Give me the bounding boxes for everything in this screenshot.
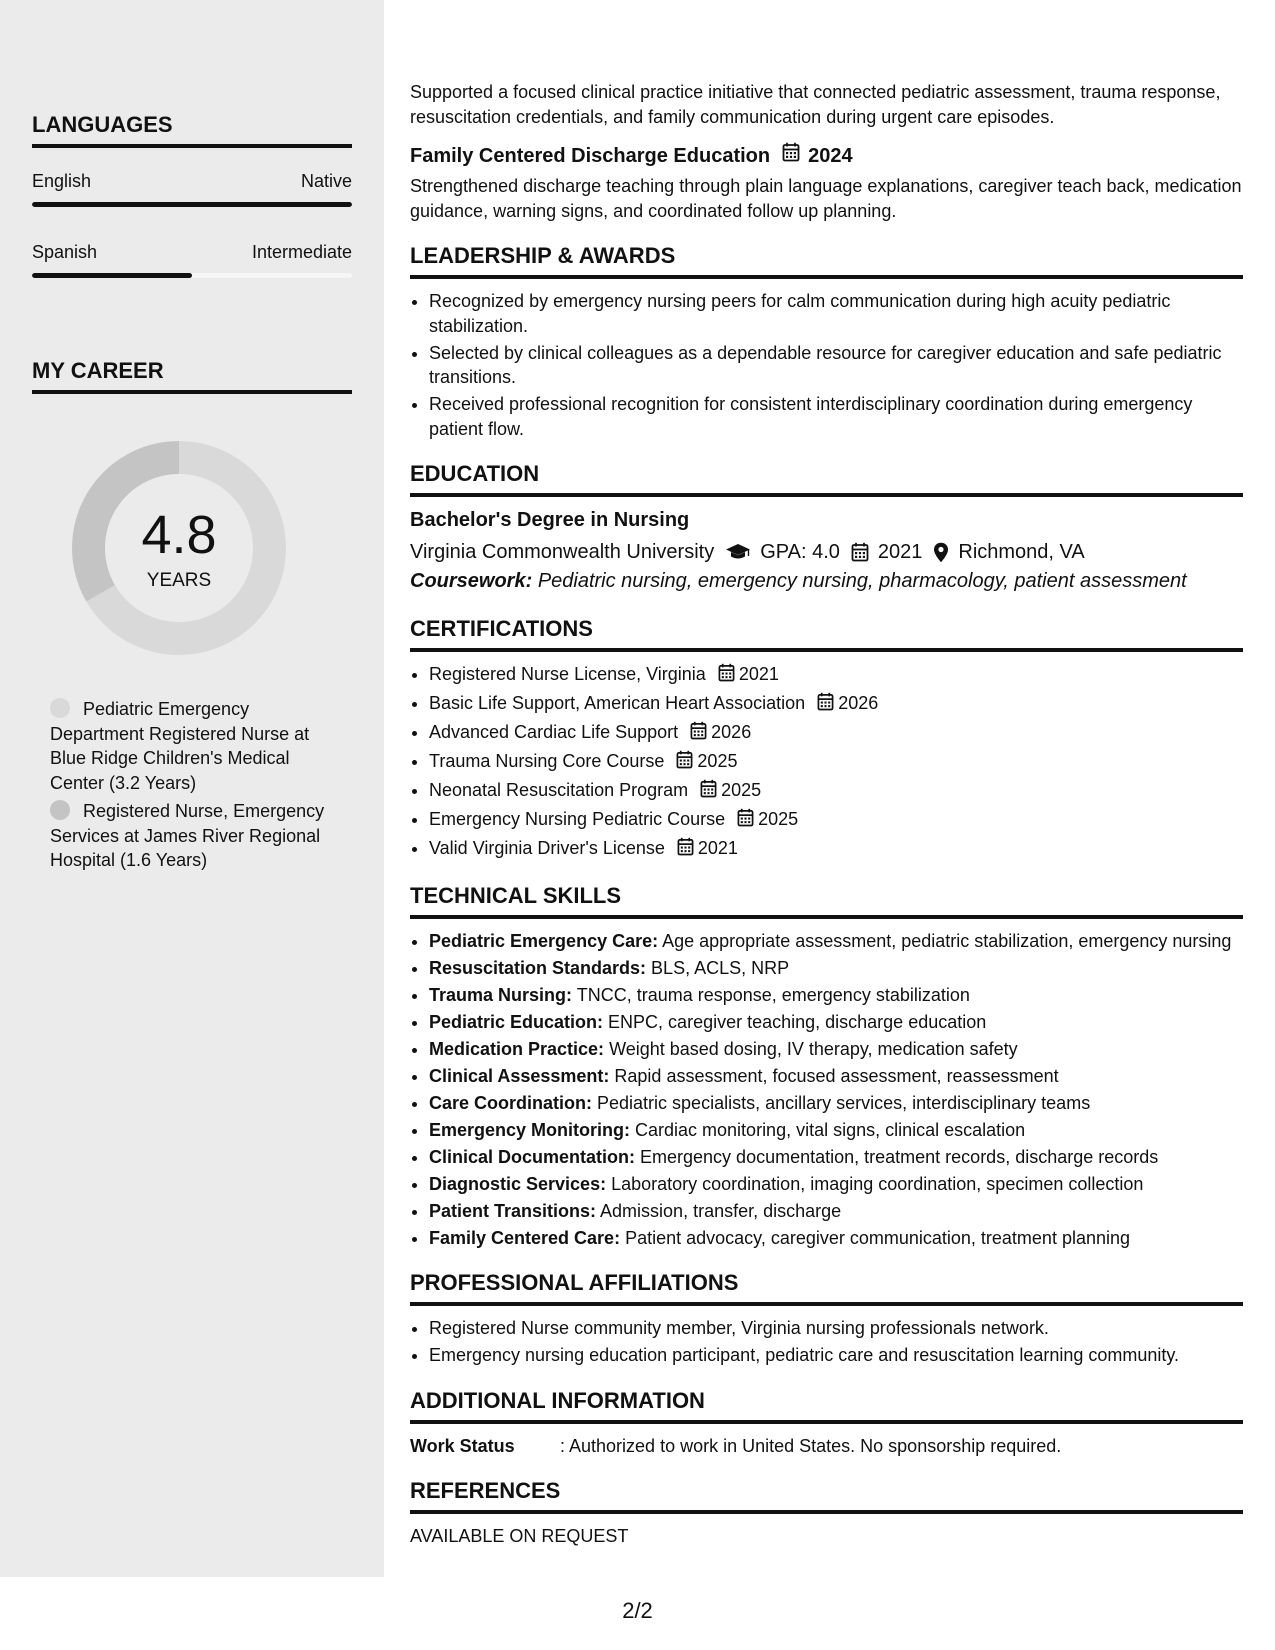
certification-name: Trauma Nursing Core Course [429, 751, 665, 771]
skill-item [429, 1091, 1243, 1116]
skill-label: Medication Practice: [429, 1038, 605, 1059]
main-content [410, 80, 1243, 1549]
skill-text: BLS, ACLS, NRP [646, 957, 790, 978]
certification-name: Advanced Cardiac Life Support [429, 722, 679, 742]
calendar-icon [677, 837, 694, 863]
education-heading: EDUCATION [410, 461, 1243, 497]
additional-info-heading: ADDITIONAL INFORMATION [410, 1388, 1243, 1424]
career-legend-label: Registered Nurse, Emergency Services at James River Regional Hospital (1.6 Years) [50, 801, 325, 870]
leadership-list [410, 289, 1243, 441]
education-details [410, 538, 1243, 566]
affiliations-list [410, 1316, 1243, 1368]
sidebar [0, 0, 384, 1577]
education-school: Virginia Commonwealth University [410, 541, 715, 563]
skills-heading: TECHNICAL SKILLS [410, 883, 1243, 919]
skill-item [429, 1010, 1243, 1035]
certification-item [429, 662, 1243, 689]
career-heading: MY CAREER [32, 358, 352, 394]
certification-name: Neonatal Resuscitation Program [429, 780, 689, 800]
languages-section [32, 112, 352, 278]
education-year: 2021 [877, 541, 923, 563]
skills-list [410, 929, 1243, 1251]
calendar-icon [737, 808, 754, 834]
page-number: 2/2 [622, 1598, 653, 1623]
skill-label: Patient Transitions: [429, 1200, 597, 1221]
education-location: Richmond, VA [958, 541, 1085, 563]
certification-year: 2025 [697, 751, 738, 771]
calendar-icon [851, 542, 869, 562]
list-item: • Selected by clinical colleagues as a dependable resource for caregiver education and safe pediatric transitions. [429, 341, 1243, 390]
location-pin-icon [933, 542, 949, 563]
career-total-unit: YEARS [146, 570, 212, 591]
graduation-cap-icon [725, 543, 751, 561]
skill-label: Clinical Assessment: [429, 1065, 610, 1086]
certification-name: Valid Virginia Driver's License [429, 838, 665, 858]
education-degree: Bachelor's Degree in Nursing [410, 509, 690, 531]
skill-text: ENPC, caregiver teaching, discharge education [603, 1011, 987, 1032]
skill-label: Clinical Documentation: [429, 1146, 636, 1167]
skill-text: Emergency documentation, treatment records, discharge records [635, 1146, 1159, 1167]
skill-item [429, 1199, 1243, 1224]
project-description: Strengthened discharge teaching through plain language explanations, caregiver teach back, medication guidance, warning signs, and coordinated follow up planning. [410, 176, 1242, 221]
calendar-icon [817, 692, 834, 718]
list-item: • Emergency nursing education participant, pediatric care and resuscitation learning community. [429, 1343, 1243, 1368]
certifications-list [410, 662, 1243, 863]
certification-name: Emergency Nursing Pediatric Course [429, 809, 726, 829]
calendar-icon [782, 142, 800, 169]
skill-text: Pediatric specialists, ancillary services, interdisciplinary teams [592, 1092, 1091, 1113]
skill-text: Age appropriate assessment, pediatric stabilization, emergency nursing [658, 930, 1232, 951]
certification-item [429, 691, 1243, 718]
skill-item [429, 956, 1243, 981]
skill-label: Pediatric Education: [429, 1011, 604, 1032]
skill-label: Diagnostic Services: [429, 1173, 607, 1194]
certification-item [429, 778, 1243, 805]
languages-heading: LANGUAGES [32, 112, 352, 148]
career-legend-item [50, 799, 330, 873]
language-item [32, 241, 352, 278]
certification-year: 2026 [711, 722, 752, 742]
career-total-value: 4.8 [141, 505, 217, 565]
list-item: • Registered Nurse community member, Virginia nursing professionals network. [429, 1316, 1243, 1341]
skill-text: Laboratory coordination, imaging coordination, specimen collection [606, 1173, 1144, 1194]
certification-item [429, 807, 1243, 834]
project-title: Family Centered Discharge Education [410, 144, 771, 167]
skill-item [429, 1172, 1243, 1197]
skill-item [429, 1226, 1243, 1251]
certification-name: Registered Nurse License, Virginia [429, 664, 706, 684]
language-name: English [32, 171, 92, 191]
work-status-row [410, 1434, 1243, 1459]
skill-label: Emergency Monitoring: [429, 1119, 631, 1140]
certification-name: Basic Life Support, American Heart Association [429, 693, 806, 713]
certification-year-group [690, 722, 751, 742]
project-year: 2024 [808, 144, 853, 167]
certification-year-group [700, 780, 761, 800]
skill-label: Pediatric Emergency Care: [429, 930, 659, 951]
skill-label: Trauma Nursing: [429, 984, 573, 1005]
language-level: Native [300, 171, 352, 191]
skill-text: Patient advocacy, caregiver communication, treatment planning [620, 1227, 1131, 1248]
skill-text: Admission, transfer, discharge [596, 1200, 842, 1221]
affiliations-heading: PROFESSIONAL AFFILIATIONS [410, 1270, 1243, 1306]
coursework-label: Coursework: [410, 570, 533, 592]
skill-text: Rapid assessment, focused assessment, reassessment [609, 1065, 1059, 1086]
work-status-label: Work Status [410, 1435, 515, 1456]
certification-year-group [677, 838, 738, 858]
coursework-text: Pediatric nursing, emergency nursing, pharmacology, patient assessment [537, 570, 1187, 592]
list-item: • Recognized by emergency nursing peers for calm communication during high acuity pediatric stabilization. [429, 289, 1243, 338]
skill-item [429, 983, 1243, 1008]
skill-text: Cardiac monitoring, vital signs, clinical escalation [630, 1119, 1026, 1140]
certification-year-group [676, 751, 737, 771]
language-level: Intermediate [251, 242, 352, 262]
certification-year: 2021 [738, 664, 779, 684]
language-proficiency-fill [32, 273, 192, 278]
skill-label: Care Coordination: [429, 1092, 593, 1113]
education-coursework [410, 566, 1243, 596]
skill-text: Weight based dosing, IV therapy, medication safety [604, 1038, 1018, 1059]
calendar-icon [718, 663, 735, 689]
certification-item [429, 749, 1243, 776]
certification-year-group [737, 809, 798, 829]
career-legend-item [50, 697, 330, 795]
language-proficiency-bar [32, 202, 352, 207]
career-donut-chart [66, 435, 292, 661]
calendar-icon [676, 750, 693, 776]
skill-label: Resuscitation Standards: [429, 957, 647, 978]
education-gpa: GPA: 4.0 [760, 541, 840, 563]
references-text: AVAILABLE ON REQUEST [410, 1526, 629, 1546]
career-legend [50, 697, 330, 877]
career-section [32, 358, 352, 394]
skill-text: TNCC, trauma response, emergency stabilization [572, 984, 970, 1005]
certification-year: 2021 [697, 838, 738, 858]
skill-item [429, 1037, 1243, 1062]
language-item [32, 170, 352, 207]
skill-item [429, 1118, 1243, 1143]
work-status-value: : Authorized to work in United States. No sponsorship required. [560, 1435, 1062, 1456]
references-heading: REFERENCES [410, 1478, 1243, 1514]
certification-year-group [817, 693, 878, 713]
certification-year: 2026 [838, 693, 879, 713]
career-legend-label: Pediatric Emergency Department Registered Nurse at Blue Ridge Children's Medical Center (3.2 Years) [50, 699, 310, 793]
skill-item [429, 929, 1243, 954]
project-title-row [410, 142, 1243, 169]
certification-year-group [718, 664, 779, 684]
calendar-icon [690, 721, 707, 747]
leadership-heading: LEADERSHIP & AWARDS [410, 243, 1243, 279]
calendar-icon [700, 779, 717, 805]
language-name: Spanish [32, 242, 98, 262]
language-proficiency-fill [32, 202, 352, 207]
certification-year: 2025 [758, 809, 799, 829]
certification-item [429, 836, 1243, 863]
skill-item [429, 1145, 1243, 1170]
language-proficiency-bar [32, 273, 352, 278]
list-item: • Received professional recognition for consistent interdisciplinary coordination during emergency patient flow. [429, 392, 1243, 441]
legend-dot [50, 800, 70, 820]
legend-dot [50, 698, 70, 718]
certification-year: 2025 [721, 780, 762, 800]
certifications-heading: CERTIFICATIONS [410, 616, 1243, 652]
skill-item [429, 1064, 1243, 1089]
certification-item [429, 720, 1243, 747]
skill-label: Family Centered Care: [429, 1227, 621, 1248]
project-intro-text: Supported a focused clinical practice initiative that connected pediatric assessment, trauma response, resuscitation credentials, and family communication during urgent care episodes. [410, 82, 1221, 127]
